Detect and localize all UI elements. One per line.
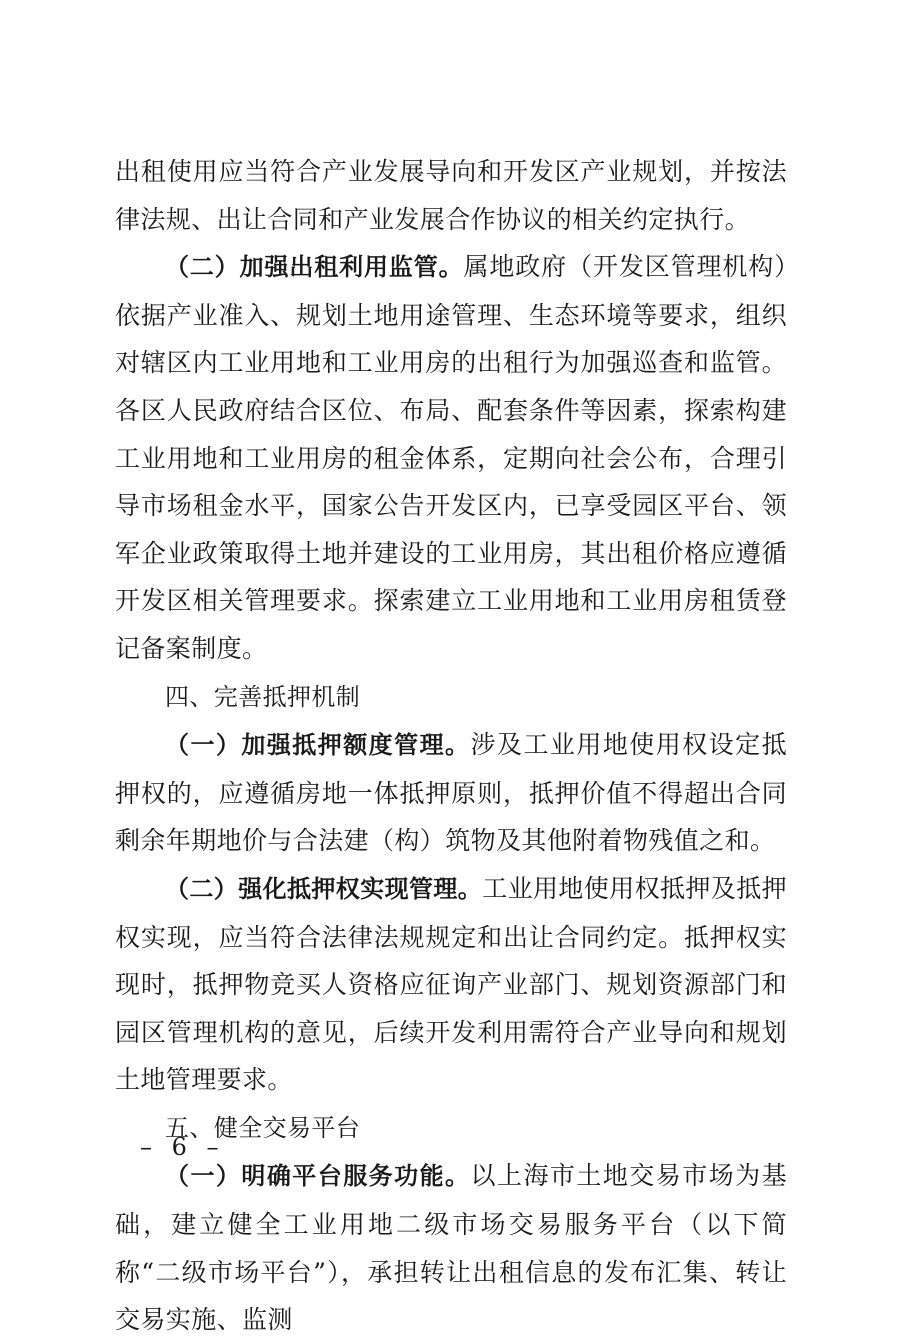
paragraph-text: 属地政府（开发区管理机构）依据产业准入、规划土地用途管理、生态环境等要求，组织对辖区内工业用地和工业用房的出租行为加强巡查和监管。各区人民政府结合区位、布局、配套条件等因素，探索构建工业用地和工业用房的租金体系，定期向社会公布，合理引导市场租金水平，国家公告开发区内，已享受园区平台、领军企业政策取得土地并建设的工业用房，其出租价格应遵循开发区相关管理要求。探索建立工业用地和工业用房租赁登记备案制度。 — [115, 252, 787, 663]
paragraph-text: 出租使用应当符合产业发展导向和开发区产业规划，并按法律法规、出让合同和产业发展合作协议的相关约定执行。 — [115, 157, 787, 234]
paragraph-lead: （二）加强出租利用监管。 — [165, 253, 464, 282]
paragraph-mortgage-limit — [115, 721, 787, 865]
paragraph-text: 涉及工业用地使用权设定抵押权的，应遵循房地一体抵押原则，抵押价值不得超出合同剩余年期地价与合法建（构）筑物及其他附着物残值之和。 — [115, 730, 787, 856]
paragraph-lead: （一）明确平台服务功能。 — [165, 1162, 471, 1191]
paragraph-platform-function — [115, 1152, 787, 1343]
paragraph-lead: （二）强化抵押权实现管理。 — [165, 874, 483, 903]
document-body — [115, 148, 787, 1344]
paragraph-rental-supervision — [115, 243, 787, 672]
paragraph-text: 工业用地使用权抵押及抵押权实现，应当符合法律法规规定和出让合同约定。抵押权实现时，抵押物竞买人资格应征询产业部门、规划资源部门和园区管理机构的意见，后续开发利用需符合产业导向和规划土地管理要求。 — [115, 873, 788, 1095]
section-heading: 四、完善抵押机制 — [165, 682, 361, 711]
section-heading-mortgage — [115, 673, 787, 722]
paragraph-continuation — [115, 148, 787, 243]
page-number: – 6 – — [140, 1133, 225, 1161]
paragraph-text: 以上海市土地交易市场为基础，建立健全工业用地二级市场交易服务平台（以下简称“二级市场平台”），承担转让出租信息的发布汇集、转让交易实施、监测 — [115, 1161, 787, 1335]
paragraph-lead: （一）加强抵押额度管理。 — [165, 731, 471, 760]
section-heading: 五、健全交易平台 — [165, 1113, 361, 1142]
paragraph-mortgage-realization — [115, 865, 787, 1104]
